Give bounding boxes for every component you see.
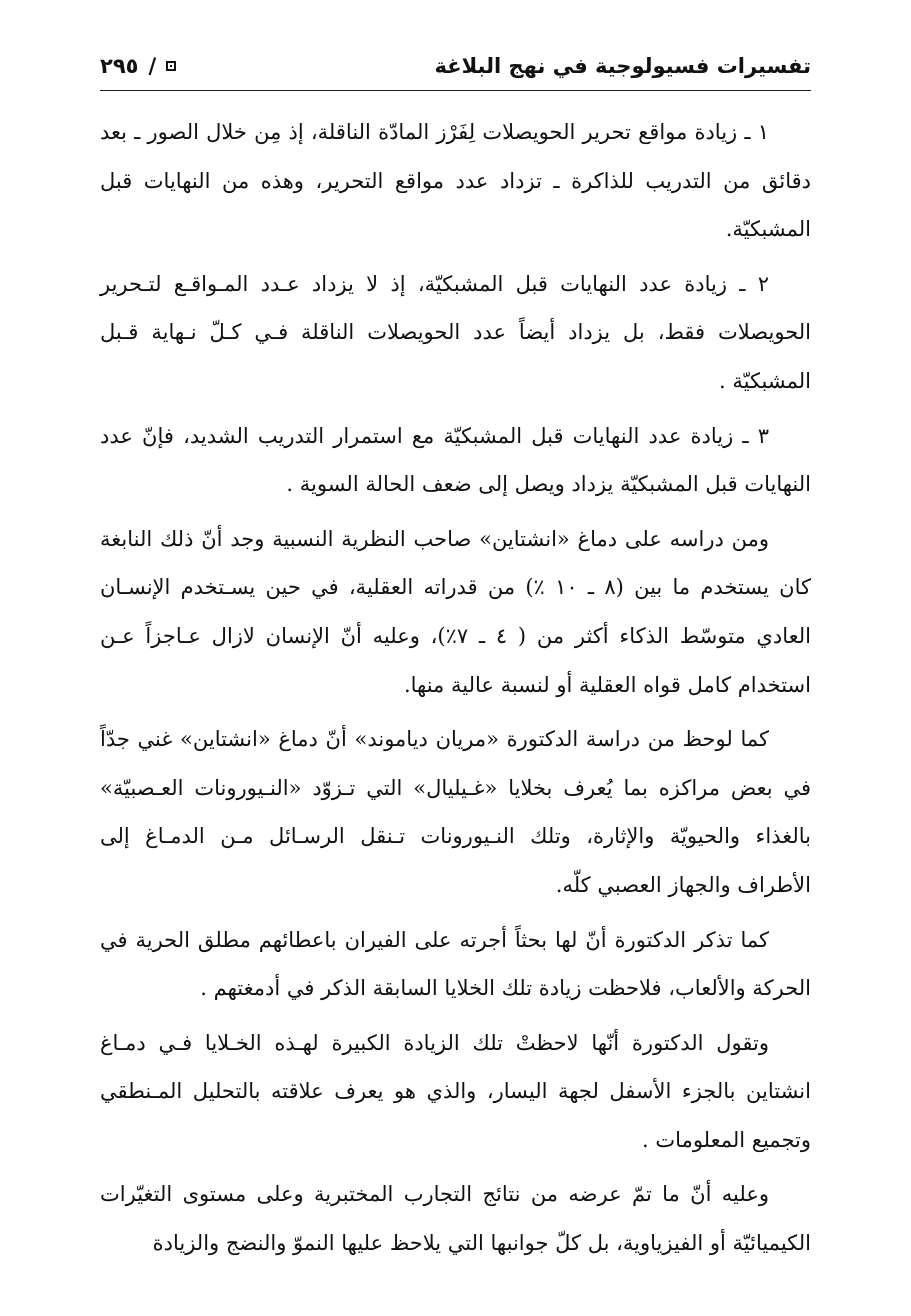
paragraph-einstein-study: ومن دراسه على دماغ «انشتاين» صاحب النظرية النسبية وجد أنّ ذلك النابغة كان يستخدم ما بين (٨ ـ ١٠ ٪) من قدراته العقلية، في حين يسـتخدم الإنسـان العادي متوسّط الذكاء أكثر من ( ٤ ـ ٧٪)، وعليه أنّ الإنسان لازال عـاجزاً عـن استخدام كامل قواه العقلية أو لنسبة عالية منها. [100, 526, 812, 697]
main-text [100, 108, 811, 1274]
paragraph-rats-research: كما تذكر الدكتورة أنّ لها بحثاً أجرته على الفيران باعطائهم مطلق الحرية في الحركة والألعاب، فلاحظت زيادة تلك الخلايا السابقة الذكر في أدمغتهم . [100, 927, 811, 1001]
page-header [100, 46, 811, 86]
running-title: تفسيرات فسيولوجية في نهج البلاغة [434, 53, 811, 78]
page-number-group [100, 54, 176, 78]
paragraph-diamond-study: كما لوحظ من دراسة الدكتورة «مريان دياموند» أنّ دماغ «انشتاين» غني جدّاً في بعض مراكزه بما يُعرف بخلايا «غـيليال» التي تـزوّد «النـيورونات العـصبيّة» بالغذاء والحيويّة والإثارة، وتلك النـيورونات تـنقل الرسـائل مـن الدمـاغ إلى الأطراف والجهاز العصبي كلّه. [100, 727, 811, 897]
header-separator: / [148, 54, 157, 78]
paragraph-point-1: ١ ـ زيادة مواقع تحرير الحويصلات لِفَرْز المادّة الناقلة، إذ مِن خلال الصور ـ بعد دقائق من التدريب للذاكرة ـ تزداد عدد مواقع التحرير، وهذه من النهايات قبل المشبكيّة. [100, 120, 811, 242]
page-number: ٢٩٥ [100, 54, 139, 78]
paragraph-point-2: ٢ ـ زيادة عدد النهايات قبل المشبكيّة، إذ لا يزداد عـدد المـواقـع لتـحرير الحويصلات فقط، بل يزداد أيضاً عدد الحويصلات الناقلة فـي كـلّ نـهاية قـبل المشبكيّة . [100, 271, 811, 393]
paragraph-conclusion: وعليه أنّ ما تمّ عرضه من نتائج التجارب المختبرية وعلى مستوى التغيّرات الكيميائيّة أو الفيزياوية، بل كلّ جوانبها التي يلاحظ عليها النموّ والنضج والزيادة [100, 1182, 811, 1256]
square-ornament-icon [166, 61, 176, 71]
paragraph-point-3: ٣ ـ زيادة عدد النهايات قبل المشبكيّة مع استمرار التدريب الشديد، فإنّ عدد النهايات قبل المشبكيّة يزداد ويصل إلى ضعف الحالة السوية . [100, 423, 811, 497]
paragraph-left-lower-region: وتقول الدكتورة أنّها لاحظتْ تلك الزيادة الكبيرة لهـذه الخـلايا فـي دمـاغ انشتاين بالجزء الأسفل لجهة اليسار، والذي هو يعرف علاقته بالتحليل المـنطقي وتجميع المعلومات . [100, 1030, 811, 1152]
header-divider [100, 90, 811, 91]
